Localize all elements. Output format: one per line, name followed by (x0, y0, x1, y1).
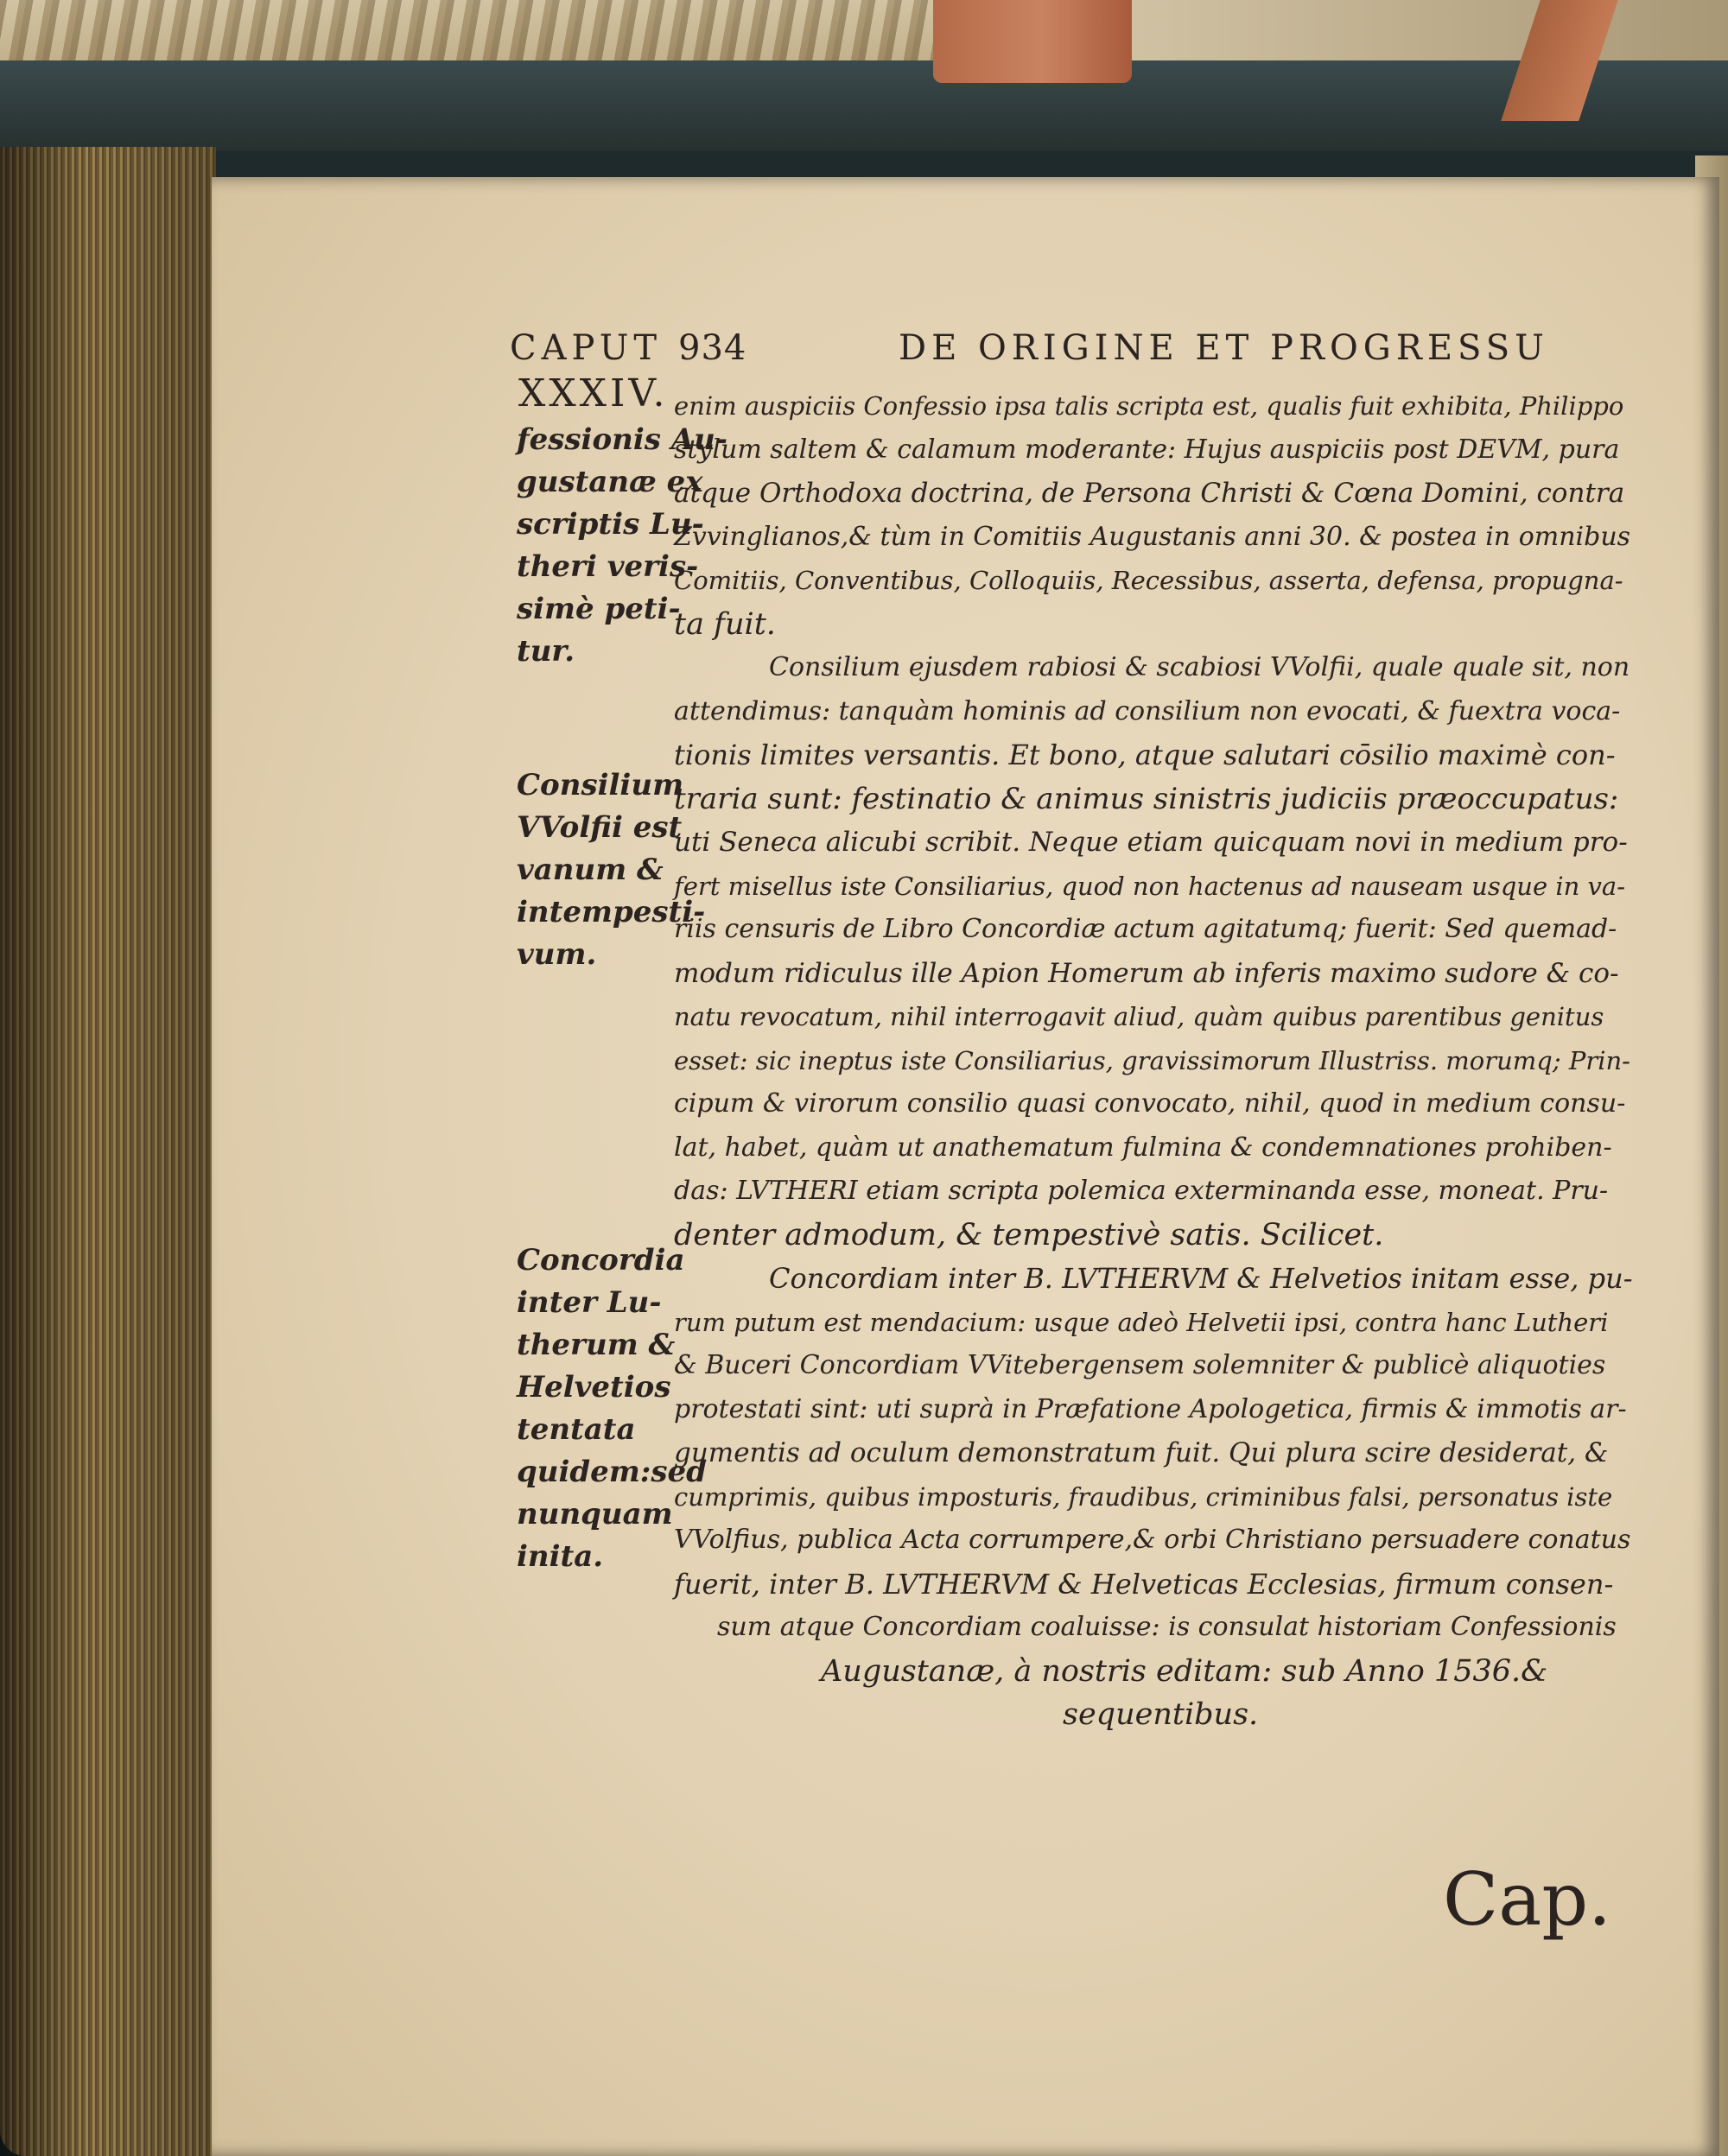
text-line: riis censuris de Libro Concordiæ actum agitatumq; fuerit: Sed quemad- (674, 914, 1617, 944)
text-line: fuerit, inter B. LVTHERVM & Helveticas Ecclesias, firmum consen- (674, 1567, 1614, 1601)
text-line: attendimus: tanquàm hominis ad consilium non evocati, & fuextra voca- (674, 695, 1621, 726)
text-line: atque Orthodoxa doctrina, de Persona Christi & Cœna Domini, contra (674, 478, 1625, 509)
text-line: das: LVTHERI etiam scripta polemica exterminanda esse, moneat. Pru- (674, 1176, 1609, 1206)
text-line: modum ridiculus ille Apion Homerum ab inferis maximo sudore & co- (674, 957, 1619, 989)
margin-note-line: gustanæ ex (517, 465, 703, 499)
text-line: fert misellus iste Consiliarius, quod non hactenus ad nauseam usque in va- (674, 871, 1626, 901)
margin-note-line: vum. (517, 937, 597, 972)
text-line: gumentis ad oculum demonstratum fuit. Qui plura scire desiderat, & (674, 1437, 1609, 1468)
cover-band (0, 60, 1728, 151)
text-line: & Buceri Concordiam VVitebergensem solemniter & publicè aliquoties (674, 1350, 1606, 1380)
margin-note-line: tur. (517, 634, 575, 669)
text-line: enim auspiciis Confessio ipsa talis scripta est, qualis fuit exhibita, Philippo (674, 391, 1624, 421)
marbled-edge (0, 0, 942, 69)
text-line: Concordiam inter B. LVTHERVM & Helvetios initam esse, pu- (769, 1262, 1633, 1295)
text-line: tionis limites versantis. Et bono, atque salutari cōsilio maximè con- (674, 739, 1616, 771)
margin-note-2 (517, 764, 706, 976)
text-line: sequentibus. (1063, 1697, 1259, 1732)
text-line: denter admodum, & tempestivè satis. Scilicet. (674, 1217, 1384, 1252)
bookmark-ribbon (933, 0, 1132, 83)
margin-note-3 (517, 1240, 707, 1578)
text-line: Zvvinglianos,& tùm in Comitiis Augustanis anni 30. & postea in omnibus (674, 521, 1631, 552)
text-line: stylum saltem & calamum moderante: Hujus auspiciis post DEVM, pura (674, 434, 1620, 465)
text-line: uti Seneca alicubi scribit. Neque etiam quicquam novi in medium pro- (674, 827, 1628, 858)
text-line: Comitiis, Conventibus, Colloquiis, Recessibus, asserta, defensa, propugna- (674, 566, 1623, 595)
text-line: lat, habet, quàm ut anathematum fulmina & condemnationes prohiben- (674, 1132, 1612, 1163)
margin-note-line: fessionis Au- (517, 422, 727, 457)
margin-note-line: quidem:sed (517, 1455, 707, 1489)
running-header-caput: CAPUT (510, 328, 663, 368)
body-text (674, 384, 1633, 1737)
text-line: natu revocatum, nihil interrogavit aliud, quàm quibus parentibus genitus (674, 1002, 1604, 1031)
margin-note-line: nunquam (517, 1497, 673, 1531)
margin-note-line: Consilium (517, 768, 684, 802)
page-stack-edge (0, 147, 216, 2156)
margin-note-line: scriptis Lu- (517, 507, 704, 542)
text-line: protestati sint: uti suprà in Præfatione Apologetica, firmis & immotis ar- (674, 1393, 1627, 1424)
text-line: VVolfius, publica Acta corrumpere,& orbi Christiano persuadere conatus (674, 1525, 1631, 1555)
margin-note-line: tentata (517, 1412, 636, 1447)
margin-note-line: Helvetios (517, 1370, 671, 1405)
margin-note-line: simè peti- (517, 592, 681, 626)
text-line: Augustanæ, à nostris editam: sub Anno 1536.& (821, 1653, 1548, 1689)
text-line: cipum & virorum consilio quasi convocato, nihil, quod in medium consu- (674, 1088, 1626, 1119)
margin-note-line: inter Lu- (517, 1285, 662, 1320)
margin-note-line: therum & (517, 1328, 676, 1362)
text-line: esset: sic ineptus iste Consiliarius, gravissimorum Illustriss. morumq; Prin- (674, 1045, 1630, 1075)
margin-note-line: intempesti- (517, 895, 706, 929)
page-number: 934 (678, 328, 747, 368)
text-line: rum putum est mendacium: usque adeò Helvetii ipsi, contra hanc Lutheri (674, 1307, 1609, 1337)
margin-note-line: VVolfii est (517, 810, 683, 845)
text-line: sum atque Concordiam coaluisse: is consulat historiam Confessionis (717, 1612, 1617, 1642)
text-line: cumprimis, quibus imposturis, fraudibus, criminibus falsi, personatus iste (674, 1481, 1613, 1512)
chapter-number: XXXIV. (518, 371, 669, 415)
margin-note-line: theri veris- (517, 549, 699, 584)
running-title: DE ORIGINE ET PROGRESSU (899, 328, 1549, 368)
text-line: traria sunt: festinatio & animus sinistris judiciis præoccupatus: (674, 781, 1619, 816)
margin-note-line: inita. (517, 1539, 604, 1574)
catchword: Cap. (1443, 1857, 1611, 1942)
text-line: ta fuit. (674, 606, 776, 642)
text-line: Consilium ejusdem rabiosi & scabiosi VVolfii, quale quale sit, non (769, 652, 1630, 682)
margin-note-line: Concordia (517, 1243, 685, 1278)
margin-note-line: vanum & (517, 853, 664, 887)
